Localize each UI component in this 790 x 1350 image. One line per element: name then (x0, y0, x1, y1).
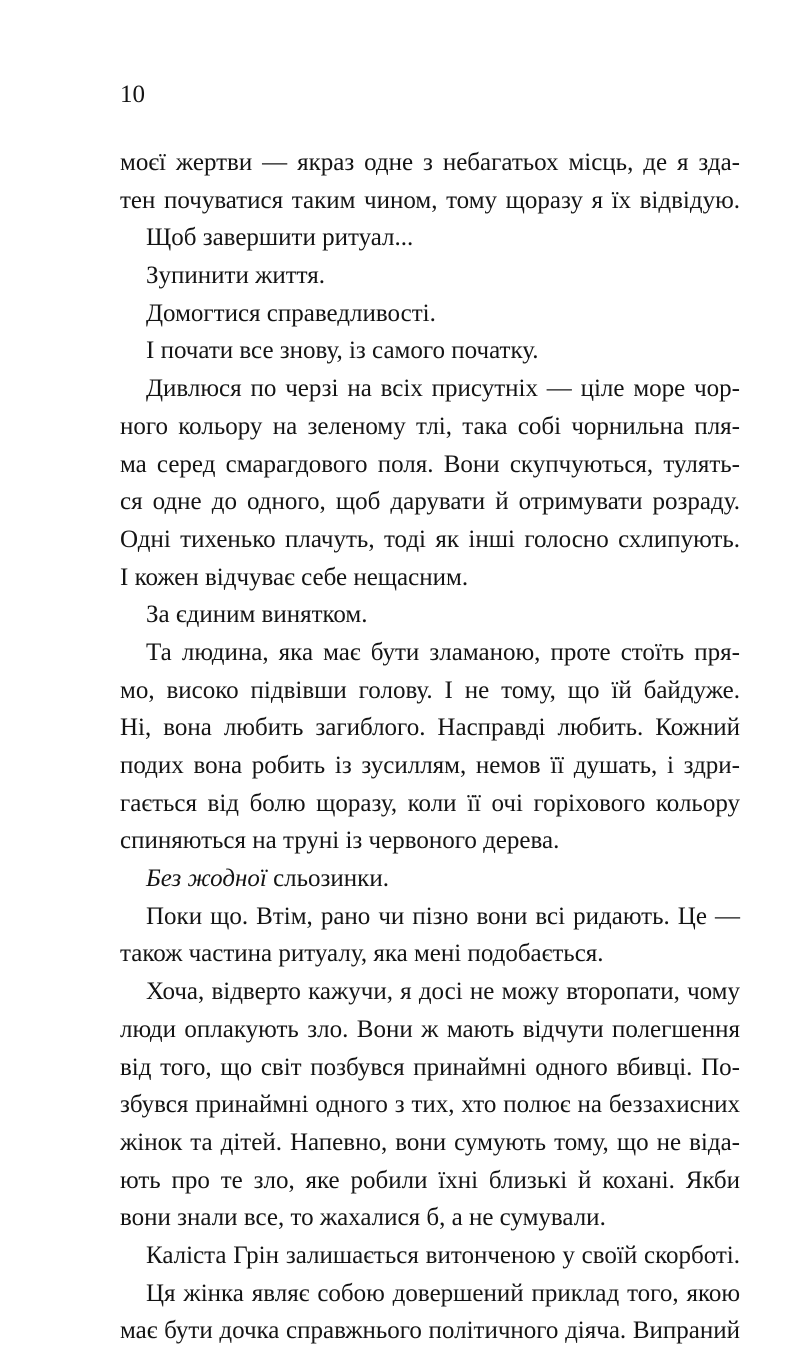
text-line: І почати все знову, із самого початку. (146, 337, 539, 365)
text-line: Каліста Грін залишається витонченою у своїй скорботі. (146, 1241, 740, 1269)
text-line: ного кольору на зеленому тлі, така собі чорнильна пля- (120, 412, 740, 440)
text-line: Ні, вона любить загиблого. Насправді любить. Кожний (120, 714, 740, 742)
italic-phrase: Без жодної (146, 865, 267, 893)
body-text (120, 144, 740, 1350)
text-line: від того, що світ позбувся принаймні одного вбивці. По- (120, 1053, 740, 1081)
text-line: І кожен відчуває себе нещасним. (120, 563, 469, 591)
text-line: має бути дочка справжнього політичного діяча. Випраний (120, 1317, 740, 1345)
text-line: Домогтися справедливості. (146, 299, 436, 327)
text-line: спиняються на труні із червоного дерева. (120, 827, 560, 855)
text-line: гається від болю щоразу, коли її очі горіхового кольору (120, 789, 740, 817)
text-line: вони знали все, то жахалися б, а не сумували. (120, 1204, 606, 1232)
text-line: Та людина, яка має бути зламаною, проте стоїть пря- (146, 638, 740, 666)
text-line: мо, високо підвівши голову. І не тому, що їй байдуже. (120, 676, 740, 704)
text-line: жінок та дітей. Напевно, вони сумують тому, що не віда- (120, 1128, 740, 1156)
text-line: Поки що. Втім, рано чи пізно вони всі ридають. Це — (146, 902, 740, 930)
text-line: Хоча, відверто кажучи, я досі не можу второпати, чому (146, 978, 740, 1006)
text-line: Щоб завершити ритуал... (146, 224, 414, 252)
text-line: ють про те зло, яке робили їхні близькі й кохані. Якби (120, 1166, 740, 1194)
text-line: тен почуватися таким чином, тому щоразу я їх відвідую. (120, 186, 740, 214)
text-line: За єдиним винятком. (146, 601, 368, 629)
text-line: ся одне до одного, щоб дарувати й отримувати розраду. (120, 488, 740, 516)
text-line (120, 860, 740, 898)
text-line: Ця жінка являє собою довершений приклад того, якою (146, 1279, 740, 1307)
text-line: Дивлюся по черзі на всіх присутніх — ціле море чор- (146, 375, 740, 403)
text-line: Одні тихенько плачуть, тоді як інші голосно схлипують. (120, 525, 740, 553)
text-line: ма серед смарагдового поля. Вони скупчуються, тулять- (120, 450, 740, 478)
text-line: подих вона робить із зусиллям, немов її душать, і здри- (120, 752, 740, 779)
text-line-rest: сльозинки. (266, 865, 389, 893)
text-line: Зупинити життя. (146, 262, 326, 290)
text-line: моєї жертви — якраз одне з небагатьох місць, де я зда- (120, 149, 740, 176)
text-line: збувся принаймні одного з тих, хто полює на беззахисних (120, 1091, 740, 1119)
text-line: також частина ритуалу, яка мені подобається. (120, 940, 604, 968)
page-number: 10 (120, 81, 145, 108)
text-line: люди оплакують зло. Вони ж мають відчути полегшення (120, 1015, 740, 1043)
